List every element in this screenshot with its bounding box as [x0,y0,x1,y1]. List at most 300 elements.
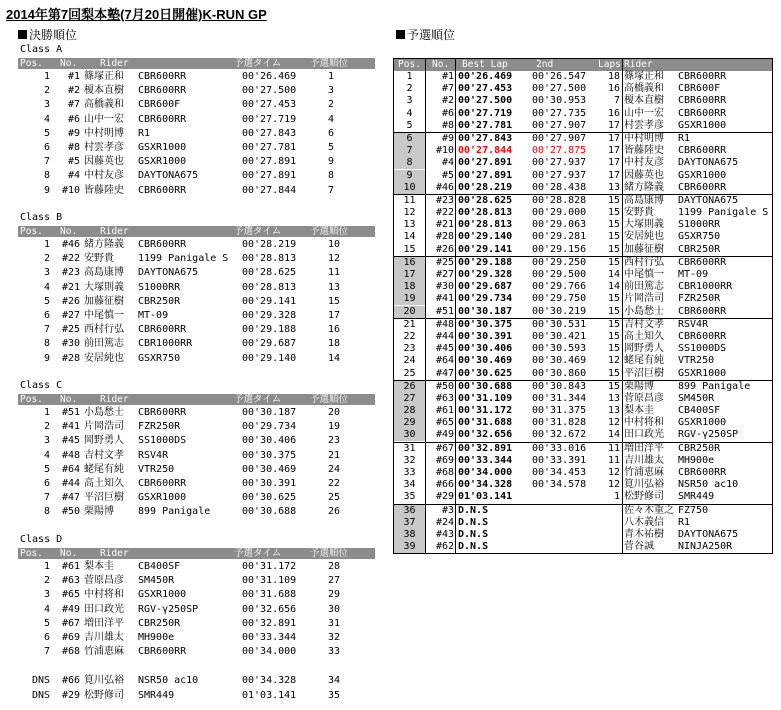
number-cell: #24 [435,516,454,528]
qual-pos-cell: 4 [328,113,335,125]
qualifying-row [394,157,772,169]
bike-cell: CBR250R [678,243,721,255]
best-lap-cell: 00'30.391 [458,330,513,342]
bike-cell: VTR250 [138,463,175,475]
rider-name-cell: 菅原昌彦 [624,392,664,404]
qual-pos-cell: 11 [328,267,341,279]
second-lap-cell: 00'33.016 [532,442,587,454]
laps-cell: 15 [607,367,620,379]
bike-cell: GSXR1000 [138,492,187,504]
qualifying-row [394,393,772,405]
rider-name-cell: 篠塚正和 [84,71,124,82]
bike-cell: CBR600RR [138,324,187,336]
rider-name-cell: 中村友彦 [624,157,664,169]
second-lap-cell: 00'29.750 [532,293,587,305]
qualifying-row [394,505,772,517]
position-cell: 30 [394,429,425,441]
qualifying-row [394,529,772,541]
position-cell: 10 [394,182,425,194]
number-cell: #7 [441,83,454,95]
qualifying-row [394,467,772,479]
rider-name-cell: 田口政光 [84,603,124,615]
bike-cell: GSXR1000 [678,417,727,429]
position-cell: 1 [406,71,413,82]
final-result-row [18,575,375,587]
qualifying-row [394,491,772,504]
qual-time-cell: 00'31.172 [242,561,297,572]
position-cell: 23 [403,343,416,355]
bike-cell: CBR250R [678,442,721,454]
number-cell: #46 [435,181,454,193]
qual-time-cell: 00'27.500 [242,85,297,97]
laps-cell: 15 [607,318,620,330]
position-cell: 33 [403,467,416,478]
bike-cell: CBR600RR [138,184,187,196]
best-lap-cell: 00'27.843 [458,132,513,144]
laps-cell: 14 [607,429,620,441]
second-lap-cell: 00'30.843 [532,380,587,392]
final-result-row [18,282,375,294]
rider-name-cell: 榎本直樹 [84,85,124,97]
final-result-row [18,450,375,462]
second-lap-cell: 00'27.907 [532,132,587,144]
qual-pos-cell: 20 [328,407,341,418]
number-cell: #6 [441,107,454,119]
qualifying-row [394,170,772,182]
laps-cell: 11 [607,454,620,466]
rider-name-cell: 中村友彦 [84,170,124,182]
position-cell: 2 [43,253,50,265]
col-rider-header: Rider [624,59,653,70]
laps-cell: 15 [607,330,620,342]
best-lap-cell: 00'30.688 [458,380,513,392]
qual-time-cell: 00'34.328 [242,675,297,686]
qualifying-row [394,331,772,343]
rider-name-cell: 中尾慎一 [624,269,664,280]
second-lap-cell: 00'28.438 [532,181,587,193]
number-cell: #44 [61,478,80,489]
second-lap-cell: 00'27.937 [532,157,587,169]
laps-cell: 17 [607,169,620,181]
position-cell: 2 [43,421,50,433]
qual-time-cell: 01'03.141 [242,690,297,701]
final-result-row [18,338,375,350]
qual-pos-cell: 27 [328,575,341,587]
qualifying-row [394,195,772,207]
best-lap-cell: 00'33.344 [458,454,513,466]
bike-cell: R1 [678,516,691,528]
position-cell: DNS [32,690,51,701]
number-cell: #30 [61,338,80,350]
qual-pos-cell: 6 [328,127,335,139]
rider-name-cell: 安居純也 [624,231,664,243]
second-lap-cell: 00'29.281 [532,231,587,243]
qual-pos-cell: 7 [328,184,335,196]
position-cell: 29 [394,417,425,429]
second-lap-cell: 00'30.953 [532,95,587,107]
qualifying-table-header [394,59,772,71]
bike-cell: RGV-γ250SP [138,603,199,615]
second-lap-cell: 00'30.593 [532,343,587,355]
position-cell: 7 [394,145,425,157]
position-cell: 13 [403,219,416,231]
position-cell: 39 [394,541,425,553]
number-cell: #41 [61,421,80,433]
laps-cell: 15 [607,293,620,305]
rider-name-cell: 八木義信 [624,516,664,528]
rider-name-cell: 吉川雄太 [624,454,664,466]
bike-cell: 1199 Panigale S [678,207,769,219]
col-qual-pos-header: 予選順位 [310,394,349,405]
bike-cell: CBR600RR [138,646,187,658]
bike-cell: GSXR1000 [678,367,727,379]
number-cell: #9 [67,127,80,139]
rider-name-cell: 緒方隆義 [84,239,124,250]
position-cell: 8 [43,170,50,182]
number-cell: #2 [441,95,454,107]
laps-cell: 13 [607,392,620,404]
rider-name-cell: 筧川弘裕 [84,675,124,686]
best-lap-cell: 00'28.813 [458,219,513,231]
position-cell: 4 [43,603,50,615]
col-pos-header: Pos. [398,59,421,70]
bike-cell: MH900e [678,454,715,466]
position-cell: 9 [394,170,425,182]
position-cell: 11 [403,194,416,206]
qualifying-row [394,219,772,231]
bike-cell: GSXR750 [678,231,721,243]
position-cell: 9 [43,184,50,196]
second-lap-cell: 00'26.547 [532,71,587,82]
number-cell: #27 [61,310,80,321]
rider-name-cell: 高橋義和 [624,83,664,95]
best-lap-cell: 00'27.891 [458,169,513,181]
bike-cell: GSXR1000 [138,142,187,153]
laps-cell: 11 [607,442,620,454]
square-bullet-icon [396,30,405,39]
qualifying-row [394,429,772,442]
rider-name-cell: 中村将和 [624,417,664,429]
position-cell: 1 [43,71,50,82]
position-cell: 34 [403,479,416,491]
position-cell: 27 [394,393,425,405]
rider-name-cell: 中尾慎一 [84,310,124,321]
rider-name-cell: 小島愁士 [84,407,124,418]
final-result-row [18,646,375,658]
number-cell: #51 [435,305,454,317]
final-result-row [18,407,375,419]
rider-name-cell: 西村行弘 [624,256,664,268]
bike-cell: CB400SF [138,561,181,572]
qual-pos-cell: 35 [328,690,341,701]
qual-pos-cell: 32 [328,632,341,643]
bike-cell: CBR600RR [678,181,727,193]
number-cell: #67 [61,617,80,629]
qual-pos-cell: 10 [328,239,341,250]
qual-pos-cell: 24 [328,463,341,475]
qualifying-results-heading: 予選順位 [396,26,455,43]
bike-cell: CBR600RR [678,71,727,82]
position-cell: 1 [43,561,50,572]
qualifying-row [394,244,772,257]
rider-name-cell: 中村将和 [84,589,124,601]
best-lap-cell: 00'28.813 [458,207,513,219]
number-cell: #23 [61,267,80,279]
position-cell: 5 [43,617,50,629]
number-cell: #21 [61,281,80,293]
final-result-row [18,632,375,644]
final-result-row [18,185,375,197]
best-lap-cell: 00'34.000 [458,467,513,478]
col-no-header: No. [60,226,78,237]
qualifying-row [394,541,772,553]
bike-cell: R1 [138,127,151,139]
number-cell: #44 [435,330,454,342]
number-cell: #29 [61,690,80,701]
best-lap-cell: 00'29.734 [458,293,513,305]
bike-cell: RSV4R [138,449,169,461]
qualifying-row [394,381,772,393]
position-cell: 35 [403,491,416,503]
number-cell: #4 [441,157,454,169]
best-lap-cell: D.N.S [458,528,489,540]
number-cell: #62 [435,541,454,553]
final-results-heading: 決勝順位 [18,26,77,43]
rider-name-cell: 菅谷誠 [624,541,654,553]
position-cell: 24 [403,355,416,367]
final-result-row [18,589,375,601]
second-lap-cell: 00'29.500 [532,269,587,280]
best-lap-cell: 00'29.140 [458,231,513,243]
col-no-header: No. [432,59,450,70]
qualifying-row [394,182,772,195]
second-lap-cell: 00'29.156 [532,243,587,255]
rider-name-cell: 村雲孝彦 [84,142,124,153]
position-cell: 7 [43,492,50,504]
number-cell: #65 [61,589,80,601]
final-result-row [18,324,375,336]
bike-cell: RSV4R [678,318,709,330]
rider-name-cell: 大塚則義 [84,281,124,293]
best-lap-cell: 00'27.453 [458,83,513,95]
qualifying-row [394,368,772,381]
bike-cell: S1000RR [678,219,721,231]
number-cell: #43 [435,528,454,540]
bike-cell: 899 Panigale [138,506,211,518]
qual-pos-cell: 16 [328,324,341,336]
best-lap-cell: D.N.S [458,504,489,516]
number-cell: #69 [435,454,454,466]
bike-cell: DAYTONA675 [678,194,739,206]
final-result-row [18,99,375,111]
laps-cell: 12 [607,355,620,367]
qual-time-cell: 00'27.843 [242,127,297,139]
number-cell: #10 [435,145,454,157]
second-lap-cell: 00'29.766 [532,281,587,293]
qual-pos-cell: 17 [328,310,341,321]
position-cell: 20 [394,306,425,318]
position-cell: 3 [406,95,413,107]
position-cell: 2 [43,85,50,97]
qualifying-row [394,293,772,305]
bike-cell: FZR250R [138,421,181,433]
rider-name-cell: 安野貴 [84,253,114,265]
rider-name-cell: 緒方隆義 [624,181,664,193]
best-lap-cell: 00'30.469 [458,355,513,367]
second-lap-cell: 00'31.375 [532,405,587,417]
final-result-row [18,296,375,308]
bike-cell: DAYTONA675 [678,157,739,169]
bike-cell: GSXR1000 [678,169,727,181]
rider-name-cell: 高島康博 [624,194,664,206]
second-lap-cell: 00'32.672 [532,429,587,441]
position-cell: 6 [43,310,50,321]
final-result-row [18,421,375,433]
position-cell: 36 [394,505,425,517]
qual-time-cell: 00'27.453 [242,99,297,111]
dns-row [18,690,375,702]
number-cell: #45 [61,435,80,447]
qual-time-cell: 00'27.844 [242,184,297,196]
qualifying-row [394,343,772,355]
bike-cell: CBR600F [138,99,181,111]
qualifying-row [394,133,772,145]
position-cell: 8 [43,506,50,518]
bike-cell: CBR1000RR [138,338,193,350]
second-lap-cell: 00'31.344 [532,392,587,404]
position-cell: 8 [43,338,50,350]
position-cell: 7 [43,646,50,658]
number-cell: #30 [435,281,454,293]
qualifying-row [394,517,772,529]
qual-time-cell: 00'33.344 [242,632,297,643]
final-table-header [18,548,375,559]
rider-name-cell: 梨本圭 [84,561,114,572]
qual-time-cell: 00'27.719 [242,113,297,125]
best-lap-cell: 00'34.328 [458,479,513,491]
qual-time-cell: 00'27.891 [242,156,297,168]
laps-cell: 15 [607,231,620,243]
qual-time-cell: 00'30.391 [242,478,297,489]
bike-cell: CBR600RR [678,467,727,478]
rider-name-cell: 加藤征樹 [84,295,124,307]
position-cell: 1 [43,407,50,418]
col-best-header: Best Lap [462,59,508,70]
qual-pos-cell: 23 [328,435,341,447]
number-cell: #48 [435,318,454,330]
position-cell: 5 [43,463,50,475]
qual-time-cell: 00'26.469 [242,71,297,82]
final-table-header [18,394,375,405]
position-cell: 32 [403,454,416,466]
qual-pos-cell: 12 [328,253,341,265]
second-lap-cell: 00'30.531 [532,318,587,330]
number-cell: #26 [61,295,80,307]
position-cell: 5 [43,127,50,139]
qualifying-row [394,306,772,319]
laps-cell: 13 [607,181,620,193]
bike-cell: NSR50 ac10 [138,675,199,686]
position-cell: 8 [394,157,425,169]
best-lap-cell: 00'28.625 [458,194,513,206]
qualifying-row [394,479,772,491]
best-lap-cell: 00'27.719 [458,107,513,119]
qual-time-cell: 00'29.188 [242,324,297,336]
position-cell: 4 [43,281,50,293]
number-cell: #26 [435,243,454,255]
second-lap-cell: 00'29.063 [532,219,587,231]
number-cell: #3 [441,504,454,516]
bike-cell: DAYTONA675 [138,267,199,279]
final-result-row [18,618,375,630]
bike-cell: CBR600RR [138,239,187,250]
best-lap-cell: 00'27.781 [458,119,513,131]
laps-cell: 15 [607,305,620,317]
qualifying-row [394,95,772,107]
qual-time-cell: 00'28.813 [242,281,297,293]
laps-cell: 17 [607,157,620,169]
qual-time-cell: 00'27.781 [242,142,297,153]
dns-row [18,675,375,687]
qual-time-cell: 00'29.328 [242,310,297,321]
number-cell: #65 [435,417,454,429]
position-cell: 3 [43,99,50,111]
qualifying-row [394,71,772,83]
bike-cell: MT-09 [138,310,169,321]
number-cell: #66 [435,479,454,491]
col-qual-time-header: 予選タイム [234,548,282,559]
number-cell: #49 [61,603,80,615]
col-rider-header: Rider [100,58,129,69]
number-cell: #68 [435,467,454,478]
position-cell: 2 [406,83,413,95]
class-label: Class D [20,534,63,545]
number-cell: #69 [61,632,80,643]
rider-name-cell: 佐々木重之 [624,504,674,516]
position-cell: 14 [403,231,416,243]
qual-pos-cell: 33 [328,646,341,658]
laps-cell: 15 [607,207,620,219]
bike-cell: SM450R [138,575,175,587]
bike-cell: CBR250R [138,617,181,629]
rider-name-cell: 片岡浩司 [624,293,664,305]
class-label: Class C [20,380,63,391]
laps-cell: 14 [607,281,620,293]
position-cell: 2 [43,575,50,587]
bike-cell: FZR250R [678,293,721,305]
position-cell: 31 [403,442,416,454]
rider-name-cell: 榎本直樹 [624,95,664,107]
final-result-row [18,156,375,168]
final-result-row [18,506,375,518]
qual-time-cell: 00'28.813 [242,253,297,265]
number-cell: #7 [67,99,80,111]
laps-cell: 17 [607,132,620,144]
rider-name-cell: 松野修司 [624,491,664,503]
qual-pos-cell: 8 [328,170,335,182]
qual-pos-cell: 1 [328,71,335,82]
best-lap-cell: 00'31.688 [458,417,513,429]
col-qual-time-header: 予選タイム [234,394,282,405]
laps-cell: 12 [607,479,620,491]
position-cell: 18 [394,281,425,293]
number-cell: #63 [435,392,454,404]
bike-cell: CBR600RR [678,305,727,317]
qualifying-row [394,207,772,219]
col-qual-time-header: 予選タイム [234,226,282,237]
qualifying-row [394,405,772,417]
col-qual-pos-header: 予選順位 [310,548,349,559]
